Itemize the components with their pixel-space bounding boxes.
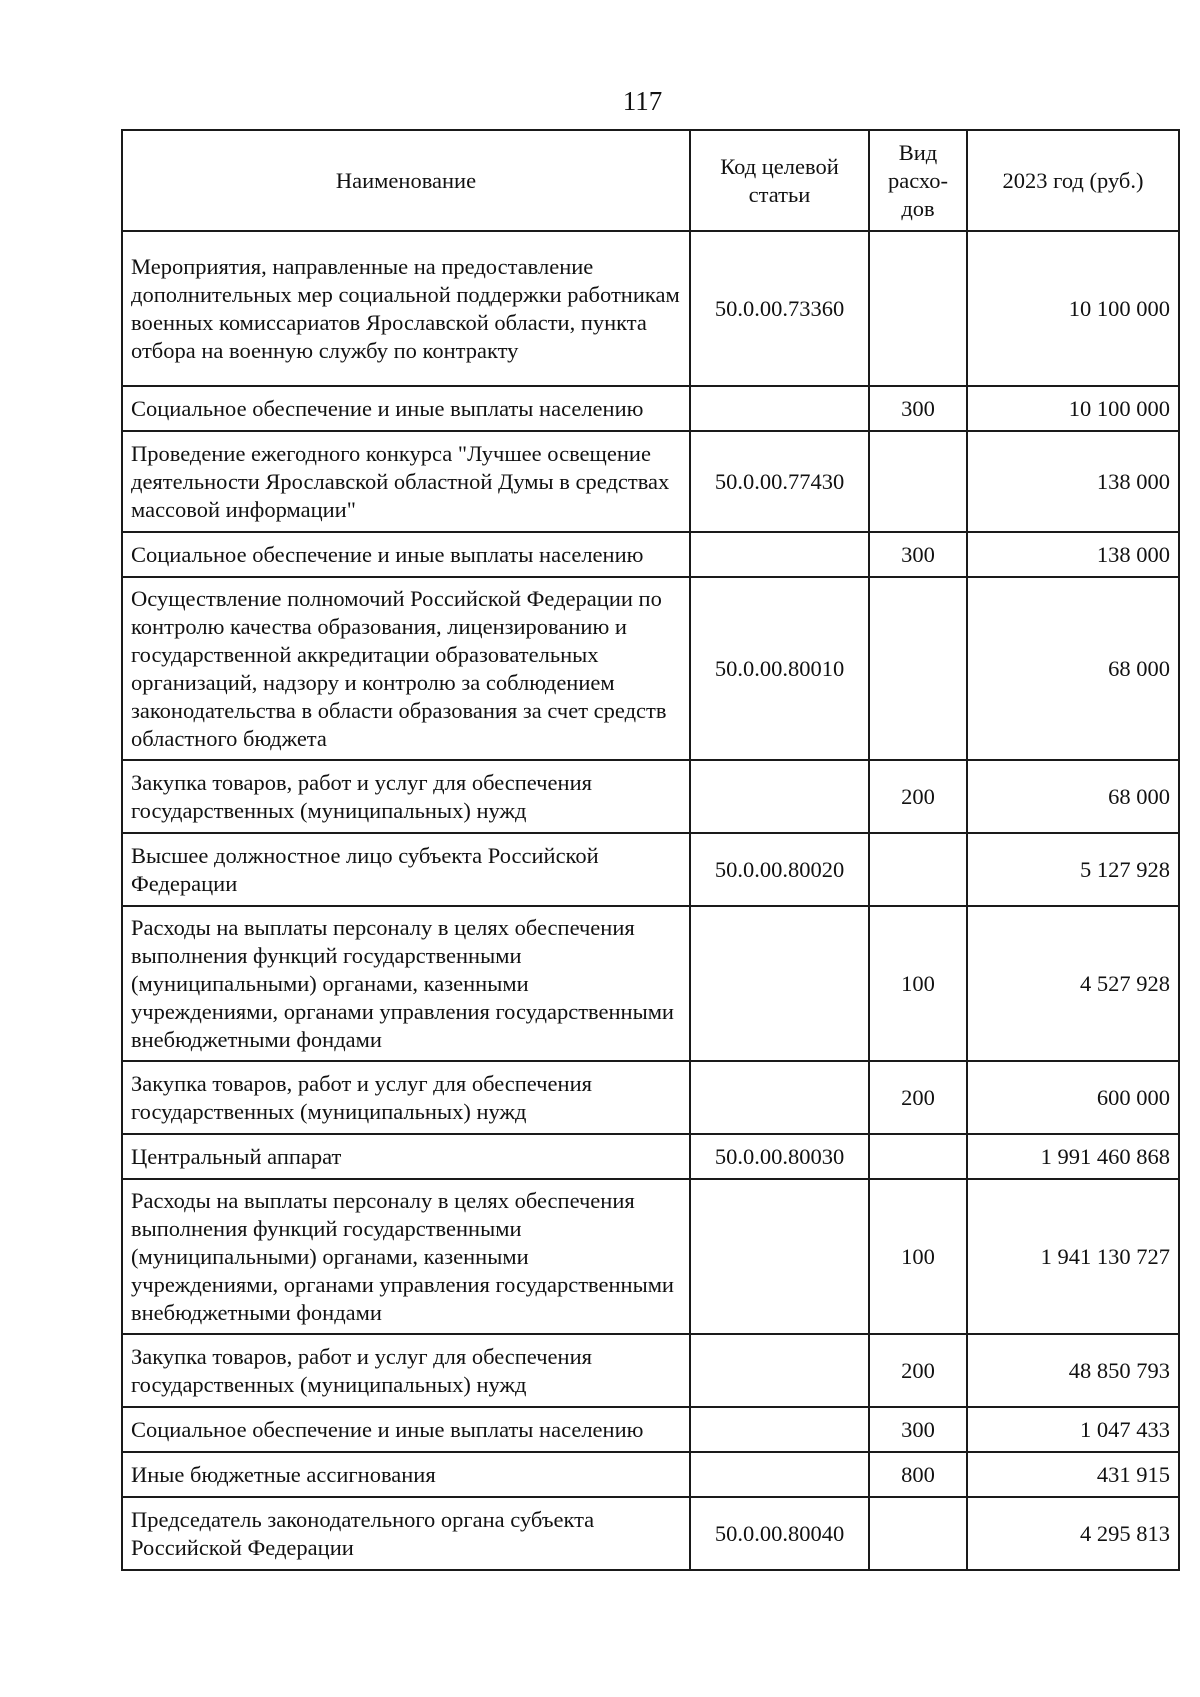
row-code: 50.0.00.73360 — [690, 231, 869, 386]
row-expense-type: 100 — [869, 906, 967, 1061]
row-amount: 68 000 — [967, 577, 1179, 760]
row-name: Центральный аппарат — [122, 1134, 690, 1179]
column-header-name: Наименование — [122, 130, 690, 231]
table-row — [122, 577, 1179, 760]
row-amount: 10 100 000 — [967, 386, 1179, 431]
table-row — [122, 1134, 1179, 1179]
row-amount: 68 000 — [967, 760, 1179, 833]
column-header-amount-2023: 2023 год (руб.) — [967, 130, 1179, 231]
row-name: Закупка товаров, работ и услуг для обеспечения государственных (муниципальных) нужд — [122, 1334, 690, 1407]
table-row — [122, 532, 1179, 577]
row-amount: 4 295 813 — [967, 1497, 1179, 1570]
row-code — [690, 1452, 869, 1497]
row-expense-type: 100 — [869, 1179, 967, 1334]
row-code: 50.0.00.80010 — [690, 577, 869, 760]
row-code: 50.0.00.80040 — [690, 1497, 869, 1570]
row-expense-type — [869, 431, 967, 532]
row-name: Социальное обеспечение и иные выплаты населению — [122, 532, 690, 577]
column-header-code: Код целевой статьи — [690, 130, 869, 231]
row-code — [690, 1407, 869, 1452]
budget-table — [121, 129, 1180, 1571]
row-expense-type — [869, 833, 967, 906]
row-name: Председатель законодательного органа субъекта Российской Федерации — [122, 1497, 690, 1570]
row-amount: 138 000 — [967, 431, 1179, 532]
row-expense-type: 300 — [869, 386, 967, 431]
table-row — [122, 231, 1179, 386]
row-code — [690, 532, 869, 577]
row-name: Иные бюджетные ассигнования — [122, 1452, 690, 1497]
row-code — [690, 1179, 869, 1334]
row-amount: 1 941 130 727 — [967, 1179, 1179, 1334]
table-row — [122, 1334, 1179, 1407]
table-row — [122, 386, 1179, 431]
row-amount: 48 850 793 — [967, 1334, 1179, 1407]
row-name: Проведение ежегодного конкурса "Лучшее освещение деятельности Ярославской областной Думы в средствах массовой информации" — [122, 431, 690, 532]
table-row — [122, 431, 1179, 532]
table-row — [122, 1179, 1179, 1334]
row-code — [690, 760, 869, 833]
table-row — [122, 1452, 1179, 1497]
row-expense-type — [869, 1134, 967, 1179]
table-row — [122, 1061, 1179, 1134]
row-amount: 1 047 433 — [967, 1407, 1179, 1452]
page-number: 117 — [622, 86, 663, 116]
table-header-row — [122, 130, 1179, 231]
row-name: Расходы на выплаты персоналу в целях обеспечения выполнения функций государственными (муниципальными) органами, казенными учреждениями, органами управления государственными внебюджетными фондами — [122, 1179, 690, 1334]
row-amount: 10 100 000 — [967, 231, 1179, 386]
table-row — [122, 906, 1179, 1061]
row-amount: 5 127 928 — [967, 833, 1179, 906]
row-expense-type — [869, 1497, 967, 1570]
row-code — [690, 386, 869, 431]
row-expense-type — [869, 231, 967, 386]
row-expense-type: 200 — [869, 1334, 967, 1407]
row-expense-type — [869, 577, 967, 760]
row-name: Высшее должностное лицо субъекта Российской Федерации — [122, 833, 690, 906]
table-row — [122, 1407, 1179, 1452]
row-code — [690, 1061, 869, 1134]
row-name: Расходы на выплаты персоналу в целях обеспечения выполнения функций государственными (муниципальными) органами, казенными учреждениями, органами управления государственными внебюджетными фондами — [122, 906, 690, 1061]
row-amount: 600 000 — [967, 1061, 1179, 1134]
column-header-expense-type: Вид расхо-дов — [869, 130, 967, 231]
table-row — [122, 833, 1179, 906]
row-expense-type: 200 — [869, 1061, 967, 1134]
row-amount: 4 527 928 — [967, 906, 1179, 1061]
row-amount: 138 000 — [967, 532, 1179, 577]
row-code — [690, 1334, 869, 1407]
row-name: Мероприятия, направленные на предоставление дополнительных мер социальной поддержки работникам военных комиссариатов Ярославской области, пункта отбора на военную службу по контракту — [122, 231, 690, 386]
row-name: Социальное обеспечение и иные выплаты населению — [122, 1407, 690, 1452]
row-expense-type: 800 — [869, 1452, 967, 1497]
row-expense-type: 300 — [869, 532, 967, 577]
row-code: 50.0.00.80020 — [690, 833, 869, 906]
row-amount: 1 991 460 868 — [967, 1134, 1179, 1179]
row-code: 50.0.00.80030 — [690, 1134, 869, 1179]
table-row — [122, 760, 1179, 833]
row-name: Закупка товаров, работ и услуг для обеспечения государственных (муниципальных) нужд — [122, 1061, 690, 1134]
row-name: Закупка товаров, работ и услуг для обеспечения государственных (муниципальных) нужд — [122, 760, 690, 833]
row-name: Осуществление полномочий Российской Федерации по контролю качества образования, лицензированию и государственной аккредитации образовательных организаций, надзору и контролю за соблюдением законодательства в области образования за счет средств областного бюджета — [122, 577, 690, 760]
row-name: Социальное обеспечение и иные выплаты населению — [122, 386, 690, 431]
row-expense-type: 300 — [869, 1407, 967, 1452]
row-amount: 431 915 — [967, 1452, 1179, 1497]
row-expense-type: 200 — [869, 760, 967, 833]
row-code: 50.0.00.77430 — [690, 431, 869, 532]
row-code — [690, 906, 869, 1061]
table-row — [122, 1497, 1179, 1570]
